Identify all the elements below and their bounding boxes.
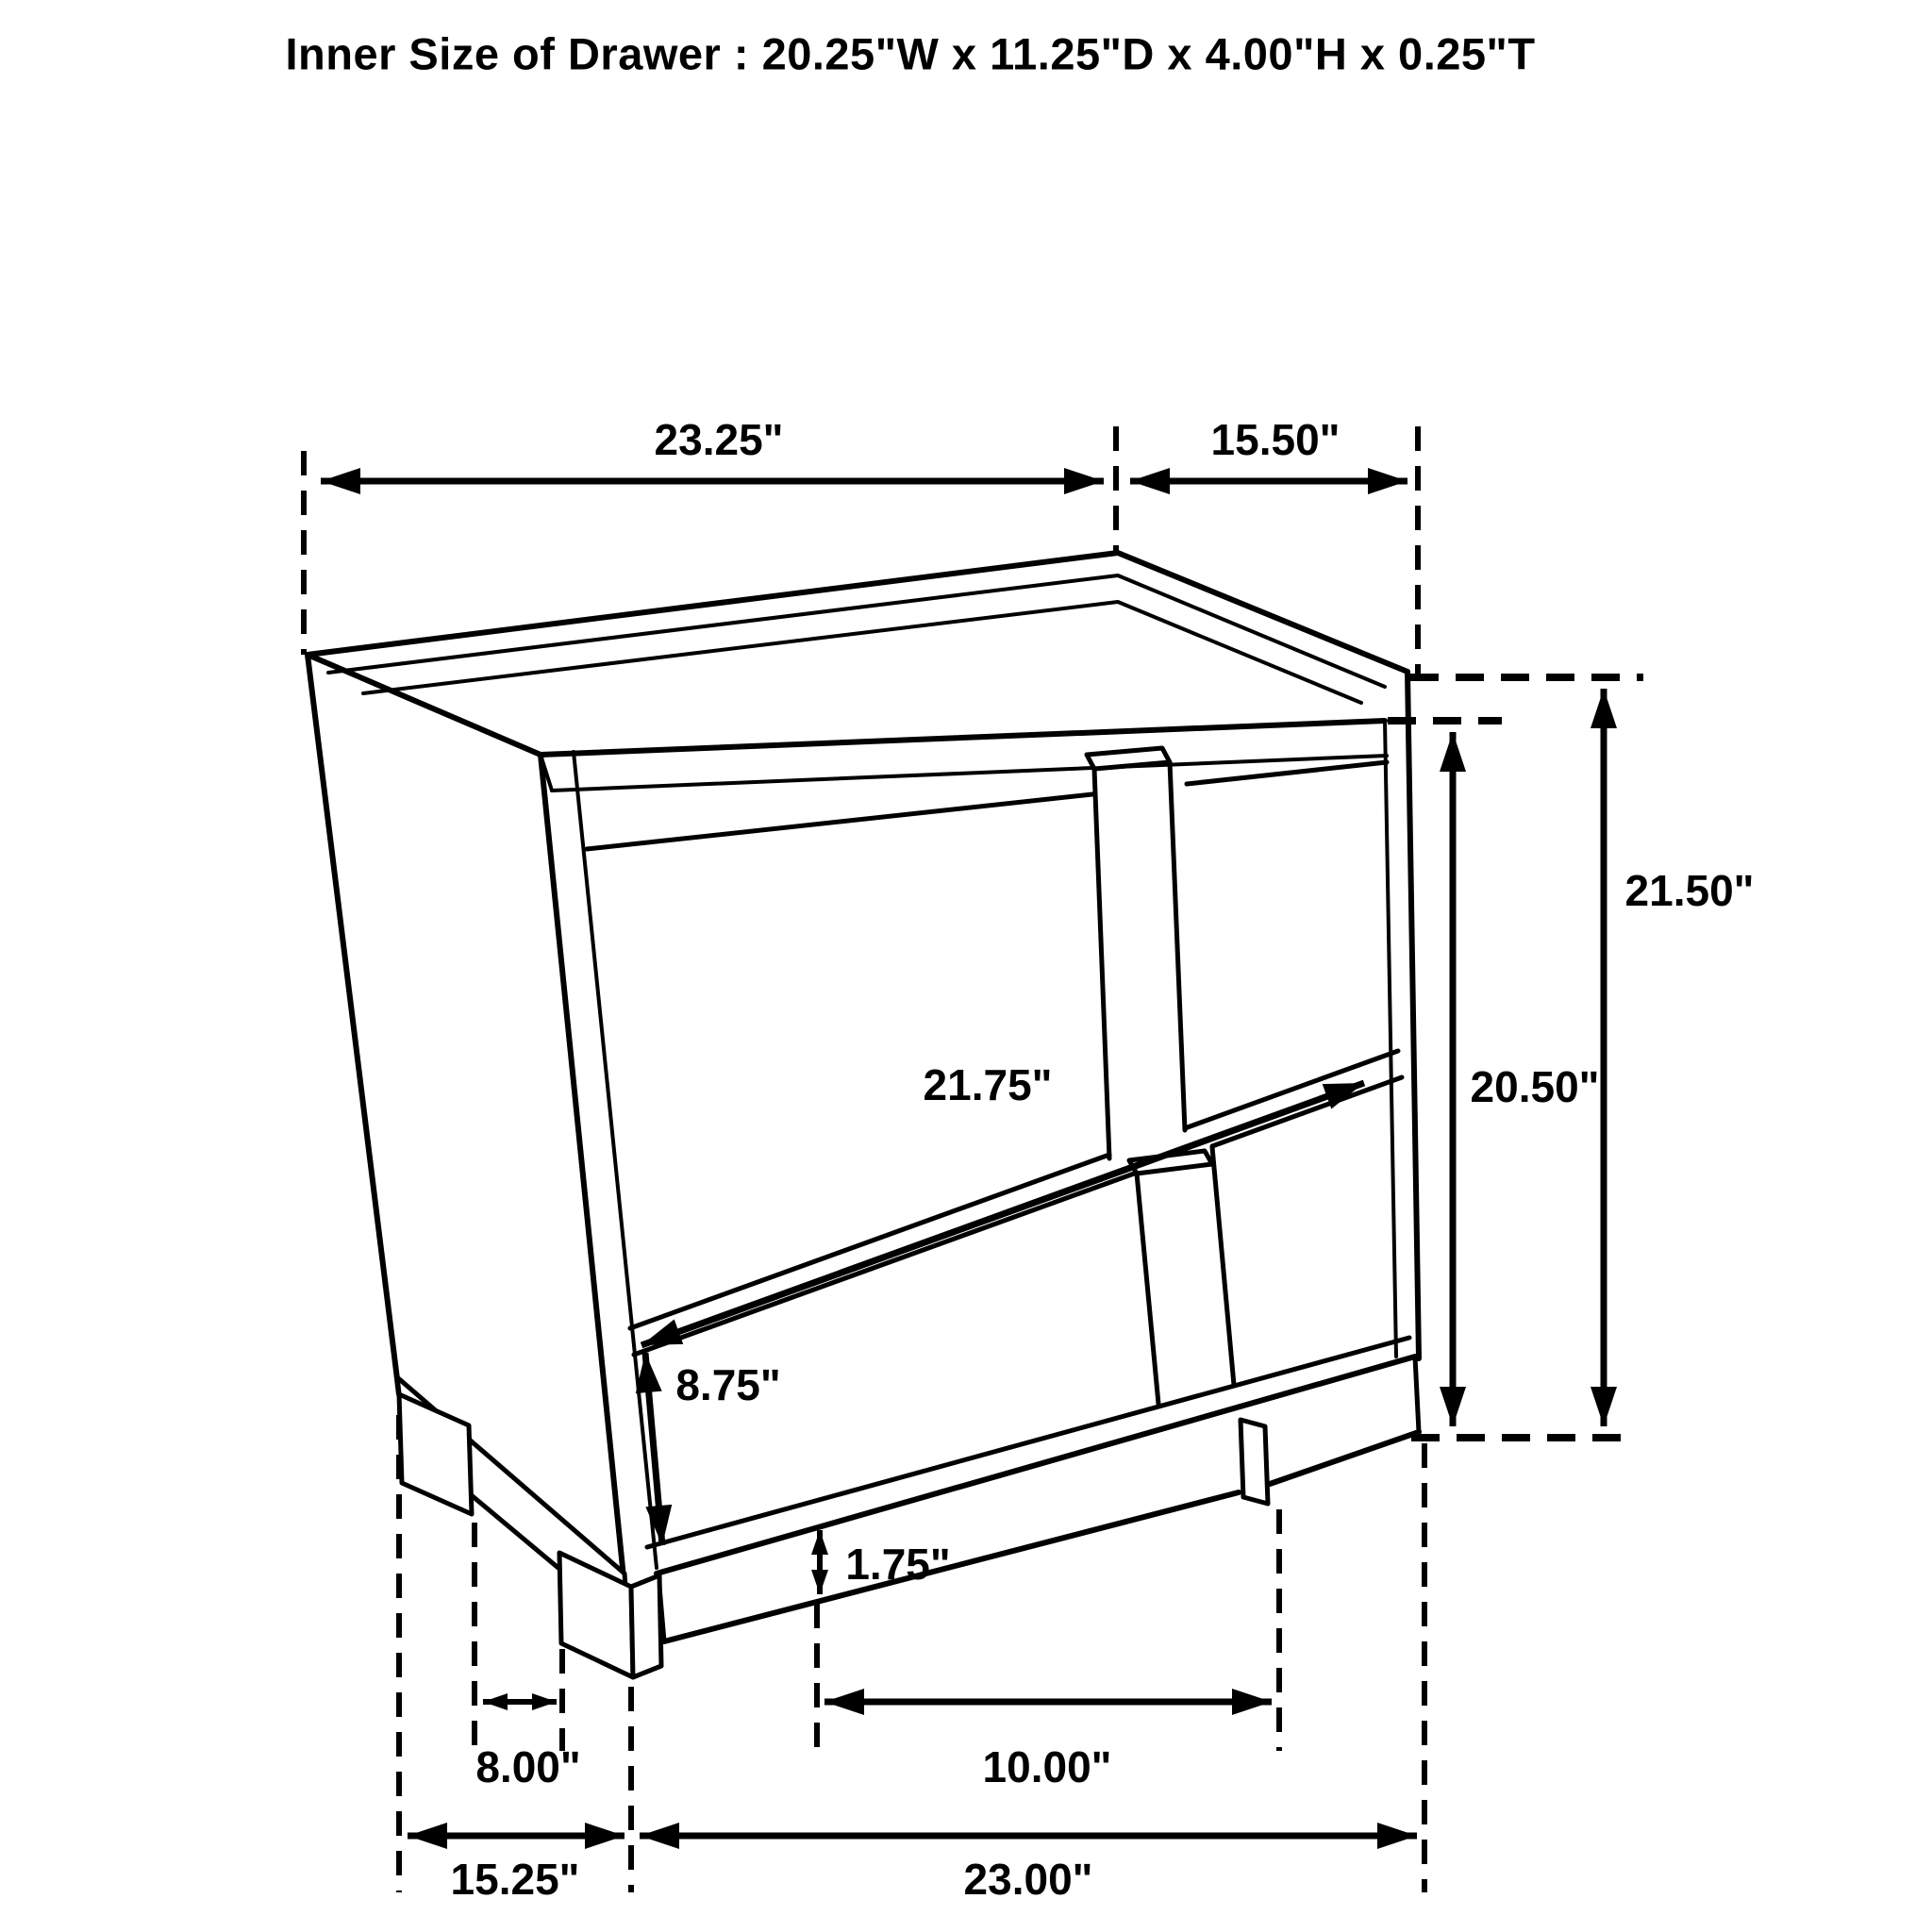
arrow-drawer-face-width bbox=[641, 1083, 1364, 1345]
dim-label-lower-drawer-height: 8.75" bbox=[675, 1360, 781, 1409]
dim-label-base-depth: 15.25" bbox=[450, 1855, 580, 1904]
dim-label-drawer-face-width: 21.75" bbox=[923, 1060, 1053, 1109]
dim-label-case-height: 20.50" bbox=[1470, 1062, 1600, 1111]
diagram-title: Inner Size of Drawer : 20.25"W x 11.25"D x 4.00"H x 0.25"T bbox=[285, 28, 1536, 79]
dim-label-top-width: 23.25" bbox=[654, 415, 784, 464]
dimension-arrows bbox=[321, 481, 1604, 1836]
front-left-leg-front bbox=[631, 1575, 661, 1677]
arrow-lower-drawer-height bbox=[645, 1353, 662, 1545]
dim-label-top-depth: 15.50" bbox=[1210, 415, 1341, 464]
dim-label-base-height: 1.75" bbox=[845, 1540, 951, 1589]
dim-label-overall-height: 21.50" bbox=[1624, 866, 1755, 915]
dashed-extension-lines bbox=[304, 426, 1643, 1892]
dim-label-leg-spacing-front: 10.00" bbox=[982, 1742, 1112, 1791]
front-right-leg bbox=[1241, 1420, 1268, 1504]
back-left-leg bbox=[399, 1394, 472, 1514]
dim-label-base-width: 23.00" bbox=[963, 1855, 1093, 1904]
dim-label-leg-spacing-side: 8.00" bbox=[475, 1742, 581, 1791]
cabinet-front-drawers bbox=[587, 762, 1415, 1574]
drawer-handles bbox=[1087, 748, 1234, 1404]
cabinet-top-tray bbox=[308, 553, 1407, 791]
